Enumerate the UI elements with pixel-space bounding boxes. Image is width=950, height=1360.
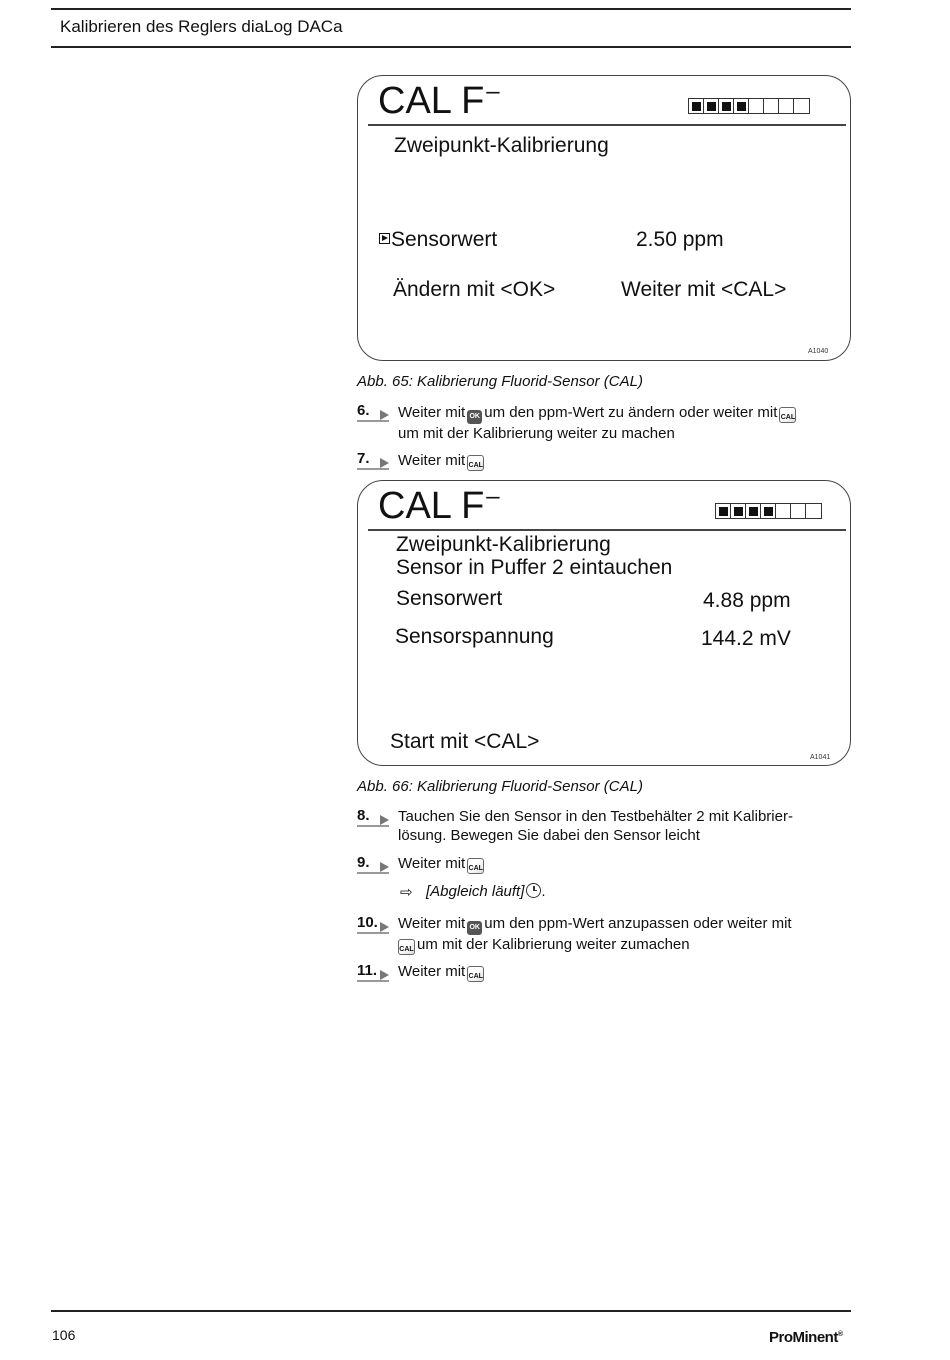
header-top-rule <box>51 8 851 10</box>
display-figure-66 <box>357 480 851 766</box>
step-text-part: um den ppm-Wert anzupassen oder weiter mit <box>484 915 792 932</box>
progress-segment-filled <box>704 99 719 113</box>
clock-icon <box>526 883 541 898</box>
step-text <box>398 914 853 955</box>
step-number: 6. <box>357 402 370 419</box>
display-title-text: CAL F <box>378 80 485 122</box>
figure-caption-65: Abb. 65: Kalibrierung Fluorid-Sensor (CAL) <box>357 373 643 390</box>
progress-segment-filled <box>719 99 734 113</box>
progress-segment-filled <box>731 504 746 518</box>
step-text <box>398 403 853 443</box>
step-arrow-icon <box>380 458 389 468</box>
step-result <box>426 883 546 900</box>
step-text-part: Weiter mit <box>398 452 466 469</box>
step-text <box>398 451 853 471</box>
figure-id: A1041 <box>810 754 831 761</box>
step-number: 8. <box>357 807 370 824</box>
figure-caption-66: Abb. 66: Kalibrierung Fluorid-Sensor (CAL) <box>357 778 643 795</box>
progress-segment-filled <box>689 99 704 113</box>
brand-logo <box>769 1329 843 1346</box>
display-title-text: CAL F <box>378 485 485 527</box>
cal-key-icon: CAL <box>398 939 415 955</box>
step-text-part: um mit der Kalibrierung weiter zumachen <box>417 936 690 953</box>
step-text <box>398 807 853 845</box>
step-arrow-icon <box>380 862 389 872</box>
sensor-value: 4.88 ppm <box>703 589 791 612</box>
progress-segment-empty <box>749 99 764 113</box>
progress-segment-empty <box>791 504 806 518</box>
step-text-part: Weiter mit <box>398 855 466 872</box>
cal-key-icon: CAL <box>467 455 484 471</box>
ok-key-icon: OK <box>467 410 482 424</box>
step-text-part: Weiter mit <box>398 963 466 980</box>
step-text-part: Weiter mit <box>398 915 466 932</box>
display-figure-65 <box>357 75 851 361</box>
step-underline <box>357 980 389 982</box>
figure-id: A1040 <box>808 348 829 355</box>
result-arrow-icon: ⇨ <box>400 884 413 901</box>
progress-segment-empty <box>806 504 821 518</box>
sensor-label: Sensorwert <box>396 587 503 610</box>
ok-key-icon: OK <box>467 921 482 935</box>
brand-name: ProMinent <box>769 1329 838 1346</box>
progress-segment-filled <box>734 99 749 113</box>
progress-segment-empty <box>776 504 791 518</box>
display-title <box>378 80 500 123</box>
step-number: 11. <box>357 962 378 979</box>
progress-segment-filled <box>761 504 776 518</box>
step-underline <box>357 825 389 827</box>
step-arrow-icon <box>380 410 389 420</box>
step-text <box>398 962 853 982</box>
next-hint: Weiter mit <CAL> <box>621 278 787 301</box>
footer-rule <box>51 1310 851 1312</box>
progress-segment-filled <box>746 504 761 518</box>
brand-mark: ® <box>837 1331 843 1338</box>
display-title-superscript: – <box>486 483 500 510</box>
display-title-superscript: – <box>486 78 500 105</box>
page-title: Kalibrieren des Reglers diaLog DACa <box>60 17 343 36</box>
step-arrow-icon <box>380 922 389 932</box>
step-underline <box>357 420 389 422</box>
cal-key-icon: CAL <box>467 966 484 982</box>
cursor-arrow-icon <box>379 233 390 244</box>
sensor-label: Sensorwert <box>391 228 498 251</box>
step-text-part: lösung. Bewegen Sie dabei den Sensor leicht <box>398 827 700 844</box>
step-text-part: um den ppm-Wert zu ändern oder weiter mit <box>484 404 778 421</box>
display-title <box>378 485 500 528</box>
page-number: 106 <box>52 1327 76 1343</box>
progress-indicator <box>715 503 822 519</box>
display-mode: Zweipunkt-Kalibrierung <box>394 134 609 157</box>
step-arrow-icon <box>380 970 389 980</box>
sensor-value: 2.50 ppm <box>636 228 724 251</box>
step-text-part: um mit der Kalibrierung weiter zu machen <box>398 425 675 442</box>
step-number: 10. <box>357 914 378 931</box>
step-text <box>398 854 853 874</box>
voltage-label: Sensorspannung <box>395 625 554 648</box>
progress-indicator <box>688 98 810 114</box>
display-mode: Zweipunkt-Kalibrierung <box>396 533 611 556</box>
voltage-value: 144.2 mV <box>701 627 791 650</box>
cal-key-icon: CAL <box>467 858 484 874</box>
progress-segment-empty <box>794 99 809 113</box>
start-hint: Start mit <CAL> <box>390 730 540 753</box>
display-divider <box>368 124 846 126</box>
progress-segment-empty <box>779 99 794 113</box>
step-number: 7. <box>357 450 370 467</box>
step-text-part: Tauchen Sie den Sensor in den Testbehälter 2 mit Kalibrier- <box>398 808 793 825</box>
display-instruction: Sensor in Puffer 2 eintauchen <box>396 556 673 579</box>
header-bottom-rule <box>51 46 851 48</box>
step-number: 9. <box>357 854 370 871</box>
step-underline <box>357 872 389 874</box>
step-result-period: . <box>541 883 546 900</box>
step-arrow-icon <box>380 815 389 825</box>
cal-key-icon: CAL <box>779 407 796 423</box>
progress-segment-filled <box>716 504 731 518</box>
step-underline <box>357 468 389 470</box>
change-hint: Ändern mit <OK> <box>393 278 556 301</box>
step-text-part: Weiter mit <box>398 404 466 421</box>
step-underline <box>357 932 389 934</box>
sensor-value-row <box>379 228 497 252</box>
progress-segment-empty <box>764 99 779 113</box>
step-result-text: [Abgleich läuft] <box>426 883 525 900</box>
display-divider <box>368 529 846 531</box>
